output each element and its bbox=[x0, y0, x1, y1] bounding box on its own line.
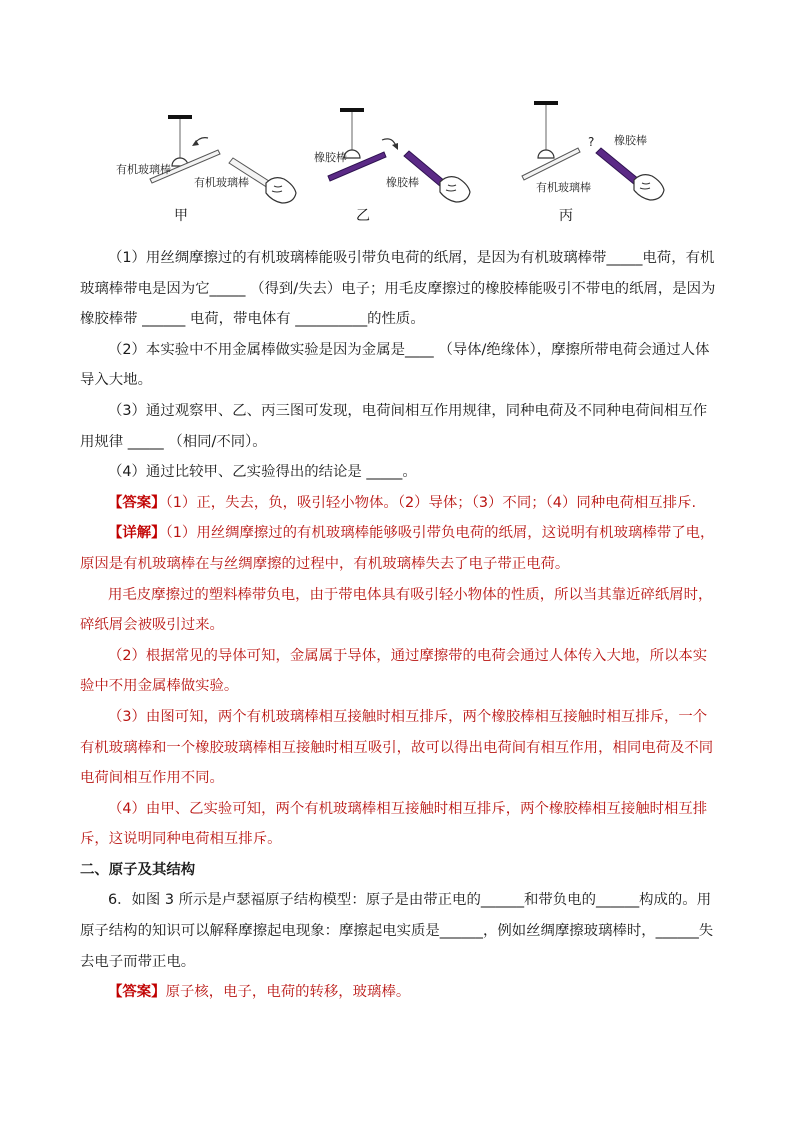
figure-a bbox=[116, 115, 296, 203]
question-1-3: （3）通过观察甲、乙、丙三图可发现，电荷间相互作用规律，同种电荷及不同种电荷间相互作用规律 _____ （相同/不同）。 bbox=[80, 402, 708, 450]
document-body bbox=[80, 243, 720, 1008]
detail-text-1: （1）用丝绸摩擦过的有机玻璃棒能够吸引带负电荷的纸屑，这说明有机玻璃棒带了电，原因是有机玻璃棒在与丝绸摩擦的过程中，有机玻璃棒失去了电子带正电荷。 bbox=[80, 525, 715, 572]
question-1-1: （1）用丝绸摩擦过的有机玻璃棒能吸引带负电荷的纸屑，是因为有机玻璃棒带_____电荷，有机玻璃棒带电是因为它_____ （得到/失去）电子；用毛皮摩擦过的橡胶棒能吸引不带电的纸屑，是因为橡胶棒带 ______ 电荷，带电体有 __________的性质。 bbox=[80, 250, 716, 328]
detail-tag: 【详解】 bbox=[108, 525, 166, 542]
answer-6-tag: 【答案】 bbox=[108, 984, 166, 1001]
answer-block bbox=[80, 488, 720, 519]
figure-label-a: 甲 bbox=[174, 208, 188, 224]
answer-tag: 【答案】 bbox=[108, 494, 166, 511]
question-1-2: （2）本实验中不用金属棒做实验是因为金属是____ （导体/绝缘体），摩擦所带电荷会通过人体导入大地。 bbox=[80, 341, 710, 389]
figure-label-c: 丙 bbox=[559, 208, 573, 224]
rod-label-glass-3: 有机玻璃棒 bbox=[536, 181, 591, 194]
rod-label-glass-1: 有机玻璃棒 bbox=[116, 163, 171, 176]
rod-label-rubber-3: 橡胶棒 bbox=[614, 134, 647, 147]
answer-6-block bbox=[80, 977, 720, 1008]
detail-para-3: （2）根据常见的导体可知，金属属于导体，通过摩擦带的电荷会通过人体传入大地，所以本实验中不用金属棒做实验。 bbox=[80, 647, 708, 695]
question-1-4: （4）通过比较甲、乙实验得出的结论是 _____。 bbox=[108, 464, 417, 481]
detail-para-2: 用毛皮摩擦过的塑料棒带负电，由于带电体具有吸引轻小物体的性质，所以当其靠近碎纸屑时，碎纸屑会被吸引过来。 bbox=[80, 586, 713, 634]
figure-c bbox=[522, 101, 664, 200]
answer-text: （1）正，失去，负，吸引轻小物体。（2）导体；（3）不同；（4）同种电荷相互排斥. bbox=[165, 494, 697, 511]
detail-para-4: （3）由图可知，两个有机玻璃棒相互接触时相互排斥，两个橡胶棒相互接触时相互排斥，一个有机玻璃棒和一个橡胶玻璃棒相互接触时相互吸引，故可以得出电荷间有相互作用，相同电荷及不同电荷间相互作用不同。 bbox=[80, 708, 714, 787]
answer-6-text: 原子核，电子，电荷的转移，玻璃棒。 bbox=[165, 984, 411, 1001]
rod-label-glass-2: 有机玻璃棒 bbox=[194, 176, 249, 189]
question-mark: ? bbox=[588, 135, 595, 149]
experiment-figure bbox=[0, 0, 793, 235]
figure-label-b: 乙 bbox=[356, 208, 370, 224]
section-heading: 二、原子及其结构 bbox=[80, 861, 196, 878]
detail-para-1 bbox=[80, 518, 720, 579]
rod-label-rubber-1: 橡胶棒 bbox=[314, 151, 347, 164]
rod-label-rubber-2: 橡胶棒 bbox=[386, 176, 419, 189]
figure-b bbox=[314, 108, 470, 202]
detail-para-5: （4）由甲、乙实验可知，两个有机玻璃棒相互接触时相互排斥，两个橡胶棒相互接触时相互排斥，这说明同种电荷相互排斥。 bbox=[80, 800, 708, 848]
question-6: 6．如图 3 所示是卢瑟福原子结构模型：原子是由带正电的______和带负电的______构成的。用原子结构的知识可以解释摩擦起电现象：摩擦起电实质是______，例如丝绸摩擦玻璃棒时，______失去电子而带正电。 bbox=[80, 892, 714, 970]
